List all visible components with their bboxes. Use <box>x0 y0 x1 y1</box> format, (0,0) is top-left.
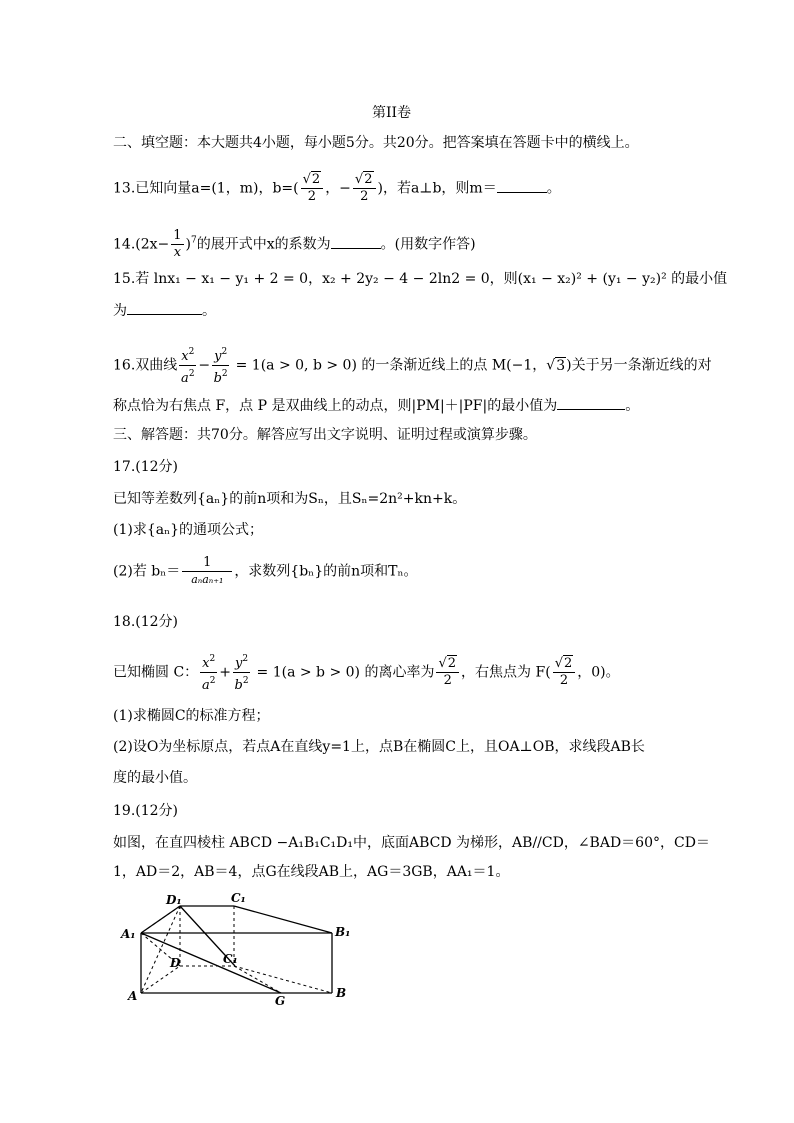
q16-line2: 称点恰为右焦点 F，点 P 是双曲线上的动点，则|PM|＋|PF|的最小值为 <box>113 398 558 414</box>
edge-c1-b1 <box>234 906 332 933</box>
q16-after: )关于另一条渐近线的对 <box>566 357 712 374</box>
q18-ecc: $\frac{√2}{2}$ <box>436 656 459 689</box>
q17-p2-frac <box>182 555 232 588</box>
label-b1: B₁ <box>335 925 351 939</box>
label-g: G <box>275 994 286 1008</box>
edge-a1-g <box>141 933 281 993</box>
q14-frac <box>171 228 183 261</box>
q18-stem: 已知椭圆 C： $\frac{x^2}{a^2}$ + $\frac{y^2}{b^2}$ = 1(a > b > 0) 的离心率为 $\frac{√2}{2}$ ，右焦点为 F( $\frac{√2}{2}$ ，0)。 <box>113 651 620 694</box>
q13-frac2-den: 2 <box>360 189 369 204</box>
q16-end: 。 <box>625 398 640 414</box>
q18-label: 18.(12分) <box>113 614 179 630</box>
q18-stem-prefix: 已知椭圆 C： <box>113 664 199 681</box>
section3-header: 三、解答题：共70分。解答应写出文字说明、证明过程或演算步骤。 <box>113 427 537 443</box>
q15-answer-blank[interactable] <box>127 300 202 315</box>
q17-stem: 已知等差数列{aₙ}的前n项和为Sₙ，且Sₙ=2n²+kn+k。 <box>113 491 467 507</box>
section2-header: 二、填空题：本大题共4小题，每小题5分。共20分。把答案填在答题卡中的横线上。 <box>113 135 639 151</box>
q16-frac-x: $\frac{x^2}{a^2}$ <box>179 344 196 387</box>
label-a: A <box>128 989 138 1003</box>
q13-suffix: )，若a⊥b，则m＝ <box>377 180 497 197</box>
q13-comma: ，− <box>325 180 351 197</box>
q14-suffix: ) <box>185 236 192 253</box>
q17-part1: (1)求{aₙ}的通项公式； <box>113 522 264 538</box>
q18-stem-mid2: ，右焦点为 F( <box>461 664 551 681</box>
question-15-line2 <box>113 300 216 321</box>
q17-p2-den: aₙaₙ₊₁ <box>191 573 224 586</box>
q18-frac-x: $\frac{x^2}{a^2}$ <box>200 651 217 694</box>
q14-frac-num: 1 <box>173 228 182 243</box>
q17-p2-prefix: (2)若 bₙ＝ <box>113 563 181 580</box>
q13-prefix: 13.已知向量a=(1，m)，b=( <box>113 180 299 197</box>
question-15-line1: 15.若 lnx₁ − x₁ − y₁ + 2 = 0，x₂ + 2y₂ − 4 − 2ln2 = 0，则(x₁ − x₂)² + (y₁ − y₂)² 的最小值 <box>113 271 728 287</box>
q18-stem-end: ，0)。 <box>577 664 620 681</box>
q18-frac-y: $\frac{y^2}{b^2}$ <box>233 651 250 694</box>
q14-prefix: 14.(2x− <box>113 236 170 253</box>
q18-stem-mid: = 1(a > b > 0) 的离心率为 <box>252 664 435 681</box>
q13-frac2-num: 2 <box>364 172 373 187</box>
q13-frac2: $\frac{√2}{2}$ <box>353 172 376 205</box>
q14-frac-den: x <box>173 245 182 260</box>
q14-exp: 7 <box>191 235 197 246</box>
q19-line2: 1，AD＝2，AB＝4，点G在线段AB上，AG＝3GB，AA₁＝1。 <box>113 864 510 880</box>
label-a1: A₁ <box>121 927 136 941</box>
q15-end: 。 <box>202 303 216 319</box>
q16-frac-y: $\frac{y^2}{b^2}$ <box>212 344 229 387</box>
label-c: C₁ <box>223 952 238 966</box>
q14-answer-blank[interactable] <box>331 234 381 249</box>
q18-part2-line2: 度的最小值。 <box>113 770 197 786</box>
q15-line2-prefix: 为 <box>113 303 127 319</box>
q17-label: 17.(12分) <box>113 459 179 475</box>
q17-p2-num: 1 <box>182 555 232 572</box>
question-16-line2 <box>113 395 639 416</box>
q17-p2-suffix: ，求数列{bₙ}的前n项和Tₙ。 <box>234 563 418 580</box>
edge-c-g-hidden <box>234 966 281 993</box>
q14-rest: 的展开式中x的系数为 <box>196 236 331 253</box>
q13-frac1-den: 2 <box>307 189 317 204</box>
question-14 <box>113 228 476 261</box>
prism-figure <box>118 888 358 1008</box>
q17-part2 <box>113 555 418 588</box>
question-13 <box>113 172 561 205</box>
q18-part1: (1)求椭圆C的标准方程； <box>113 708 270 724</box>
q19-label: 19.(12分) <box>113 803 179 819</box>
q16-prefix: 16.双曲线 <box>113 357 178 374</box>
q13-answer-blank[interactable] <box>497 178 547 193</box>
q18-part2-line1: (2)设O为坐标原点，若点A在直线y=1上，点B在椭圆C上，且OA⊥OB，求线段AB长 <box>113 739 645 755</box>
q16-answer-blank[interactable] <box>557 395 625 410</box>
label-b: B <box>336 986 347 1000</box>
label-c1: C₁ <box>231 891 246 905</box>
q13-end: 。 <box>546 180 561 197</box>
q14-end: 。(用数字作答) <box>380 236 476 253</box>
q13-frac1-num: 2 <box>311 172 321 187</box>
label-d1: D₁ <box>166 893 182 907</box>
q18-focus: $\frac{√2}{2}$ <box>553 656 576 689</box>
q19-line1: 如图，在直四棱柱 ABCD −A₁B₁C₁D₁中，底面ABCD 为梯形，AB//CD，∠BAD＝60°，CD＝ <box>113 835 710 851</box>
label-d: D <box>170 956 181 970</box>
question-16-line1: 16.双曲线 $\frac{x^2}{a^2}$ − $\frac{y^2}{b^2}$ = 1(a > 0, b > 0) 的一条渐近线上的点 M(−1，√3)关于另一条渐近线的对 <box>113 344 712 387</box>
page-title: 第II卷 <box>372 105 412 121</box>
q13-frac1: $\frac{√2}{2}$ <box>301 172 324 205</box>
q16-cond: = 1(a > 0, b > 0) 的一条渐近线上的点 M(−1， <box>231 357 547 374</box>
